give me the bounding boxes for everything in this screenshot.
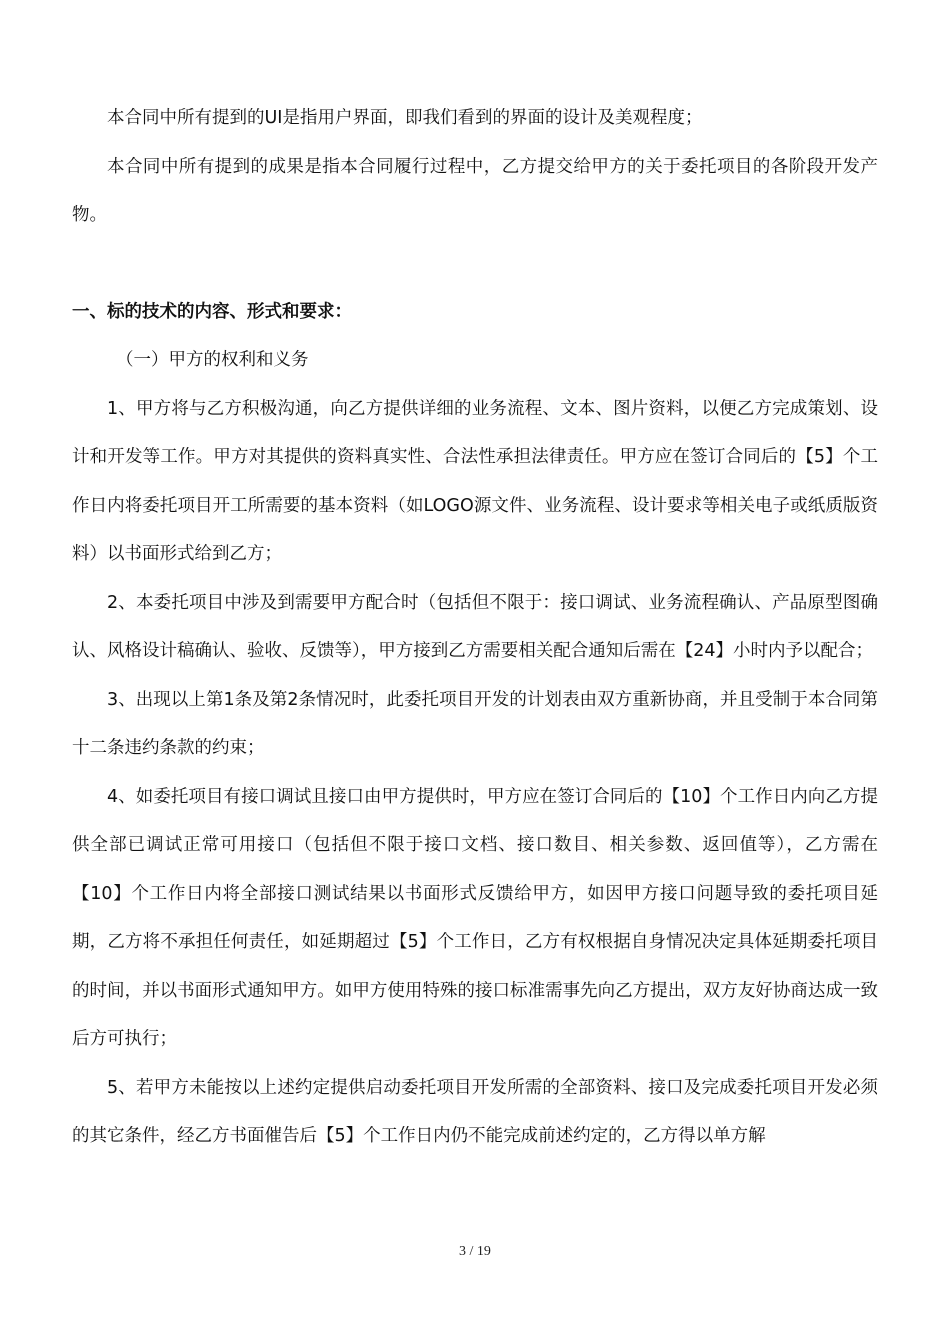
document-body — [72, 94, 878, 1161]
subsection-heading: （一）甲方的权利和义务 — [116, 350, 309, 370]
clause-5: 5、若甲方未能按以上述约定提供启动委托项目开发所需的全部资料、接口及完成委托项目开发必须的其它条件，经乙方书面催告后【5】个工作日内仍不能完成前述约定的，乙方得以单方解 — [72, 1077, 878, 1146]
section-heading: 一、标的技术的内容、形式和要求： — [72, 301, 352, 322]
clause-1: 1、甲方将与乙方积极沟通，向乙方提供详细的业务流程、文本、图片资料，以便乙方完成策划、设计和开发等工作。甲方对其提供的资料真实性、合法性承担法律责任。甲方应在签订合同后的【5】个工作日内将委托项目开工所需要的基本资料（如LOGO源文件、业务流程、设计要求等相关电子或纸质版资料）以书面形式给到乙方； — [72, 398, 878, 564]
page-number: 3 / 19 — [459, 1244, 491, 1259]
clause-4: 4、如委托项目有接口调试且接口由甲方提供时，甲方应在签订合同后的【10】个工作日内向乙方提供全部已调试正常可用接口（包括但不限于接口文档、接口数目、相关参数、返回值等），乙方需在【10】个工作日内将全部接口测试结果以书面形式反馈给甲方，如因甲方接口问题导致的委托项目延期，乙方将不承担任何责任，如延期超过【5】个工作日，乙方有权根据自身情况决定具体延期委托项目的时间，并以书面形式通知甲方。如甲方使用特殊的接口标准需事先向乙方提出，双方友好协商达成一致后方可执行； — [72, 786, 878, 1049]
intro-paragraph-deliverables: 本合同中所有提到的成果是指本合同履行过程中，乙方提交给甲方的关于委托项目的各阶段开发产物。 — [72, 156, 878, 225]
clause-2: 2、本委托项目中涉及到需要甲方配合时（包括但不限于：接口调试、业务流程确认、产品原型图确认、风格设计稿确认、验收、反馈等），甲方接到乙方需要相关配合通知后需在【24】小时内予以配合； — [72, 592, 878, 661]
clause-3: 3、出现以上第1条及第2条情况时，此委托项目开发的计划表由双方重新协商，并且受制于本合同第十二条违约条款的约束； — [72, 689, 878, 758]
intro-paragraph-ui: 本合同中所有提到的UI是指用户界面，即我们看到的界面的设计及美观程度； — [107, 108, 703, 128]
